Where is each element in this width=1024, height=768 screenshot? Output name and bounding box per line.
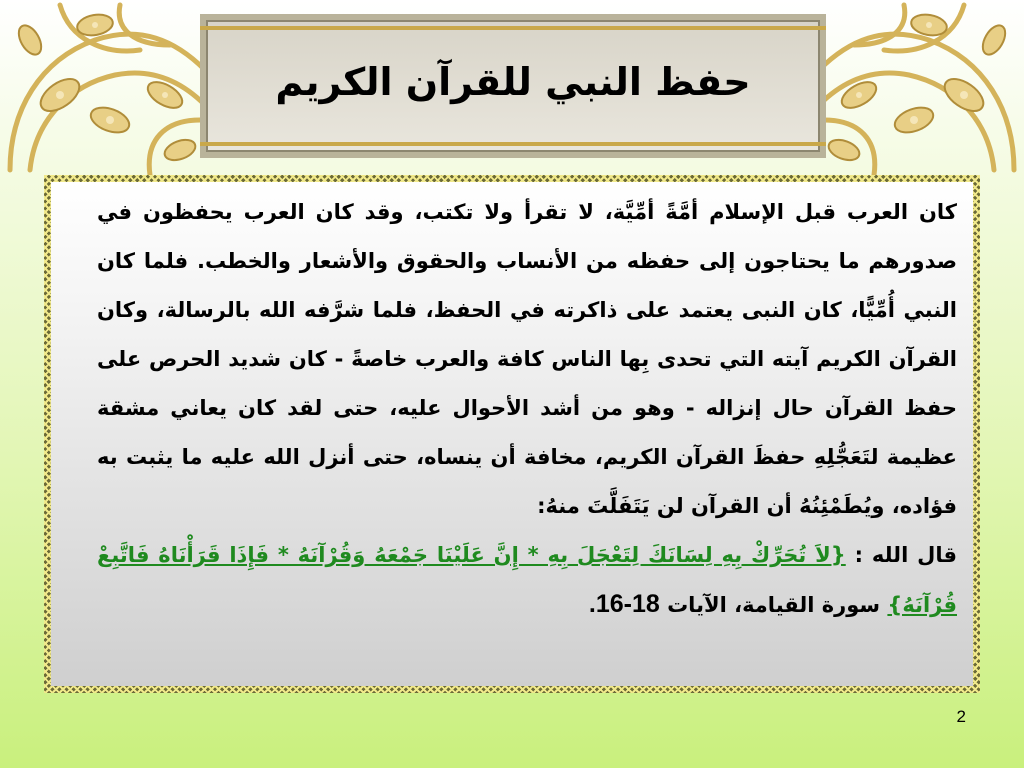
left-floral-ornament-icon xyxy=(0,0,220,175)
slide-title: حفظ النبي للقرآن الكريم xyxy=(275,60,751,104)
reference-prefix: سورة القيامة، الآيات xyxy=(659,593,888,617)
content-frame xyxy=(44,175,980,693)
title-banner xyxy=(200,14,826,158)
body-paragraph: كان العرب قبل الإسلام أمَّةً أمِّيَّة، لا تقرأ ولا تكتب، وقد كان العرب يحفظون في صدورهم ما يحتاجون إلى حفظه من الأنساب والحقوق والأشعار والخطب. فلما كان النبي أُمِّيًّا، كان النبى يعتمد على ذاكرته في الحفظ، فلما شرَّفه الله بالرسالة، وكان القرآن الكريم آيته التي تحدى بِها الناس كافة والعرب خاصةً - كان شديد الحرص على حفظ القرآن حال إنزاله - وهو من أشد الأحوال عليه، حتى لقد كان يعاني مشقة عظيمة لتَعَجُّلِهِ حفظَ القرآن الكريم، مخافة أن ينساه، حتى أنزل الله عليه ما يثبت به فؤاده، ويُطَمْئِنُهُ أن القرآن لن يَتَفَلَّتَ منهُ: xyxy=(97,200,957,518)
reference-numbers: 18-16. xyxy=(588,590,660,618)
quran-verse: {لاَ تُحَرِّكْ بِهِ لِسَانَكَ لِتَعْجَلَ بِهِ * إِنَّ عَلَيْنَا جَمْعَهُ وَقُرْآنَهُ * فَإِذَا قَرَأْنَاهُ فَاتَّبِعْ قُرْآنَهُ} xyxy=(97,543,957,617)
content-body xyxy=(51,182,973,686)
slide-number: 2 xyxy=(956,707,966,726)
right-floral-ornament-icon xyxy=(804,0,1024,175)
quote-intro: قال الله : xyxy=(845,543,957,567)
